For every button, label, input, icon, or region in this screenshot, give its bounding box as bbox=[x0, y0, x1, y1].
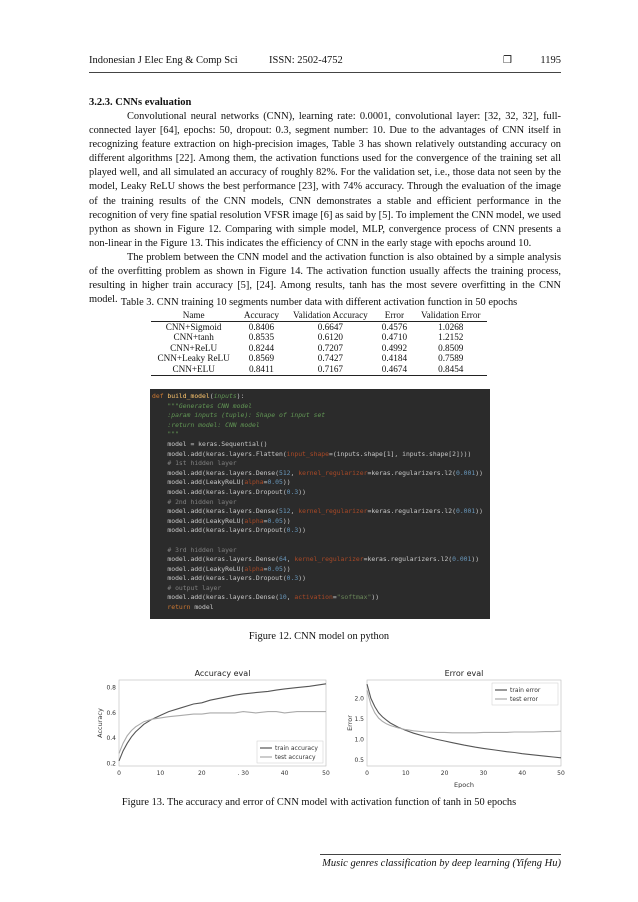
table-cell: 0.4992 bbox=[381, 342, 408, 353]
table-cell: CNN+tanh bbox=[173, 332, 214, 343]
y-tick-label: 0.5 bbox=[354, 756, 364, 764]
table-cell: CNN+Leaky ReLU bbox=[157, 353, 230, 364]
code-line: model.add(keras.layers.Dense(10, activation="softmax")) bbox=[152, 593, 380, 602]
table-cell: 0.8454 bbox=[414, 364, 487, 375]
chart-title: Error eval bbox=[444, 669, 484, 678]
table-header-cell: Accuracy bbox=[237, 310, 286, 321]
paragraph-1: Convolutional neural networks (CNN), learning rate: 0.0001, convolutional layer: [32, 32, 32], full-connected layer [64], epochs: 50, dropout: 0.3, segment number: 10. Due to the advantages of CNN itself in recognizing feature extraction on high-precision images, Table 3 has shown relatively outstanding accuracy on different algorithms [22]. Among them, the activation functions used for the convergence of the training set all played well, and all simulated an accuracy of roughly 82%. For the validation set, i.e., those data not seen by the model, Leaky ReLU shows the best performance [23], with 74% accuracy. Through the evaluation of the image of the training results of the CNN models, CNN demonstrates a stable and efficient performance in the recognition of very fine spatial resolution VFSR image [6] as said by [5]. To implement the CNN model, we used python as shown in Figure 12. Comparing with simple model, MLP, convergence process of CNN presents a non-linear in the Figure 13. This indicates the efficiency of CNN in the early stage with epochs around 10. bbox=[89, 111, 561, 249]
page-footer: Music genres classification by deep learning (Yifeng Hu) bbox=[322, 858, 561, 869]
table3-caption: Table 3. CNN training 10 segments number data with different activation function in 50 epochs bbox=[120, 297, 518, 308]
figure12-caption: Figure 12. CNN model on python bbox=[248, 631, 390, 642]
issn: ISSN: 2502-4752 bbox=[269, 55, 343, 66]
table-row bbox=[151, 332, 488, 343]
error-chart bbox=[345, 668, 565, 788]
y-tick-label: 0.8 bbox=[106, 684, 116, 692]
code-line: model.add(keras.layers.Flatten(input_shape=(inputs.shape[1], inputs.shape[2]))) bbox=[152, 449, 472, 458]
table-row bbox=[151, 321, 488, 332]
legend-label: train error bbox=[510, 687, 541, 695]
x-tick-label: 0 bbox=[117, 770, 121, 777]
y-tick-label: 2.0 bbox=[354, 695, 364, 703]
x-tick-label: 40 bbox=[518, 770, 527, 777]
x-tick-label: 50 bbox=[557, 770, 565, 777]
code-line: # 3rd hidden layer bbox=[152, 545, 237, 554]
table-cell: 0.7589 bbox=[438, 353, 464, 364]
code-line: model.add(LeakyReLU(alpha=0.05)) bbox=[152, 478, 291, 487]
table-header-cell: Validation Accuracy bbox=[286, 310, 375, 321]
code-line: def build_model(inputs): bbox=[152, 392, 245, 400]
page-symbol-icon: ❒ bbox=[503, 55, 512, 66]
code-line: """Generates CNN model bbox=[152, 401, 253, 410]
table-cell: CNN+Sigmoid bbox=[165, 321, 222, 332]
table-cell: 0.8411 bbox=[237, 364, 286, 375]
table-cell: 0.4184 bbox=[381, 353, 408, 364]
figure13-caption: Figure 13. The accuracy and error of CNN model with activation function of tanh in 50 epochs bbox=[121, 797, 517, 808]
table-cell: 0.7167 bbox=[286, 364, 375, 375]
y-tick-label: 1.5 bbox=[354, 715, 364, 723]
table-row bbox=[151, 343, 488, 354]
x-tick-label: 50 bbox=[322, 770, 330, 777]
section-body bbox=[89, 110, 561, 307]
table-header-cell: Name bbox=[151, 310, 237, 321]
table-cell: 0.6120 bbox=[317, 332, 344, 343]
legend-label: train accuracy bbox=[275, 745, 318, 753]
x-tick-label: 40 bbox=[280, 770, 289, 777]
x-tick-label: 20 bbox=[440, 770, 449, 777]
legend-label: test accuracy bbox=[275, 754, 316, 762]
chart-title: Accuracy eval bbox=[194, 669, 251, 678]
table-header-cell: Validation Error bbox=[414, 310, 487, 321]
x-tick-label: 10 bbox=[401, 770, 410, 777]
table3-wrapper bbox=[0, 310, 638, 376]
table-cell: 0.8406 bbox=[248, 321, 275, 332]
y-tick-label: 1.0 bbox=[354, 736, 364, 744]
code-line: model.add(LeakyReLU(alpha=0.05)) bbox=[152, 516, 291, 525]
y-tick-label: 0.2 bbox=[106, 760, 116, 768]
table-cell: 0.8535 bbox=[248, 332, 275, 343]
journal-name: Indonesian J Elec Eng & Comp Sci bbox=[89, 55, 238, 66]
table-cell: 1.0268 bbox=[438, 321, 464, 332]
code-line: # 1st hidden layer bbox=[152, 459, 237, 468]
footer-rule bbox=[320, 854, 561, 855]
table-cell: 0.7207 bbox=[317, 342, 344, 353]
y-axis-label: Accuracy bbox=[96, 708, 104, 738]
code-line: model.add(keras.layers.Dropout(0.3)) bbox=[152, 574, 306, 583]
header-rule bbox=[89, 72, 561, 73]
table-cell: 1.2152 bbox=[438, 332, 464, 343]
code-line: # output layer bbox=[152, 583, 222, 592]
section-heading: 3.2.3. CNNs evaluation bbox=[89, 97, 192, 108]
code-line: model.add(keras.layers.Dense(512, kernel_regularizer=keras.regularizers.l2(0.001)) bbox=[152, 507, 483, 516]
code-line: model.add(LeakyReLU(alpha=0.05)) bbox=[152, 564, 291, 573]
table-cell: 0.6647 bbox=[317, 321, 344, 332]
x-tick-label: . 30 bbox=[237, 770, 249, 777]
python-code-screenshot bbox=[150, 389, 490, 619]
paragraph-2: The problem between the CNN model and the activation function is also obtained by a simple analysis of the overfitting problem as shown in Figure 14. The activation function usually affects the training process, resulting in higher train accuracy [5], [24]. Among results, tanh has the most severe overfitting in the CNN model. bbox=[89, 251, 561, 306]
code-line: model.add(keras.layers.Dropout(0.3)) bbox=[152, 526, 306, 535]
table-header-cell: Error bbox=[375, 310, 414, 321]
code-line: :param inputs (tuple): Shape of input set bbox=[152, 411, 326, 420]
x-tick-label: 10 bbox=[156, 770, 165, 777]
code-line: model.add(keras.layers.Dense(512, kernel_regularizer=keras.regularizers.l2(0.001)) bbox=[152, 468, 483, 477]
x-tick-label: 0 bbox=[365, 770, 369, 777]
legend-label: test error bbox=[510, 696, 538, 704]
table-cell: 0.8509 bbox=[438, 342, 464, 353]
code-line: :return model: CNN model bbox=[152, 420, 260, 429]
x-axis-label: Epoch bbox=[454, 781, 474, 788]
code-line: """ bbox=[152, 430, 179, 439]
table-row bbox=[151, 364, 488, 375]
table-cell: 0.4710 bbox=[381, 332, 408, 343]
page-number: 1195 bbox=[540, 55, 561, 66]
y-tick-label: 0.4 bbox=[106, 735, 116, 743]
table-cell: 0.7427 bbox=[317, 353, 344, 364]
table-cell: CNN+ELU bbox=[151, 364, 237, 375]
page-header bbox=[89, 55, 561, 71]
table-cell: 0.8244 bbox=[248, 342, 275, 353]
table-cell: 0.8569 bbox=[248, 353, 275, 364]
accuracy-chart bbox=[95, 668, 330, 788]
table3 bbox=[151, 310, 488, 376]
code-line: return model bbox=[152, 603, 214, 612]
y-axis-label: Error bbox=[346, 715, 354, 731]
x-tick-label: 20 bbox=[197, 770, 206, 777]
code-line: model.add(keras.layers.Dropout(0.3)) bbox=[152, 487, 306, 496]
table-row bbox=[151, 353, 488, 364]
table-cell: 0.4674 bbox=[375, 364, 414, 375]
y-tick-label: 0.6 bbox=[106, 709, 116, 717]
code-line bbox=[152, 536, 490, 546]
code-line: model = keras.Sequential() bbox=[152, 439, 268, 448]
code-line: # 2nd hidden layer bbox=[152, 497, 237, 506]
code-line: model.add(keras.layers.Dense(64, kernel_regularizer=keras.regularizers.l2(0.001)) bbox=[152, 555, 480, 564]
x-tick-label: 30 bbox=[479, 770, 488, 777]
table-cell: CNN+ReLU bbox=[170, 342, 218, 353]
table-cell: 0.4576 bbox=[381, 321, 408, 332]
